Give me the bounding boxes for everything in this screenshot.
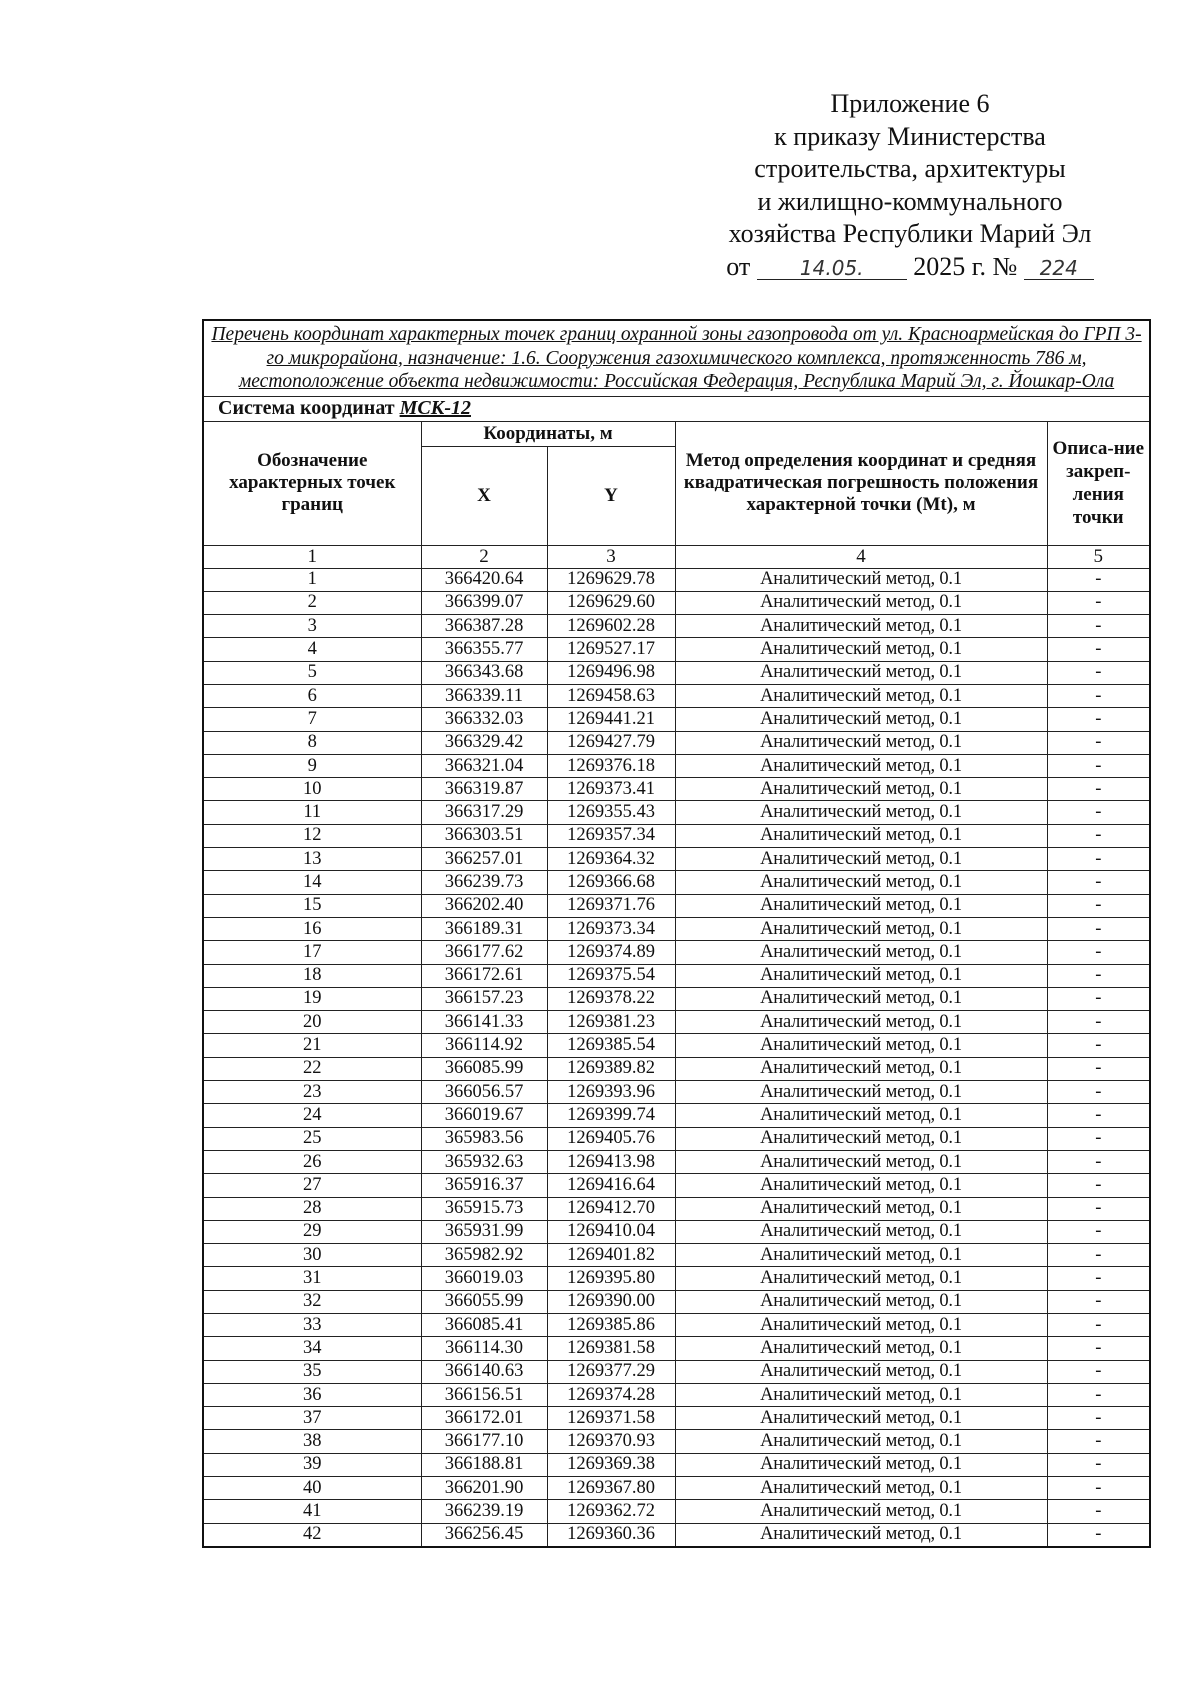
table-row <box>203 731 1150 754</box>
point-number-cell: 34 <box>203 1337 421 1360</box>
table-row <box>203 1407 1150 1430</box>
point-number-cell: 18 <box>203 964 421 987</box>
method-cell: Аналитический метод, 0.1 <box>675 1104 1047 1127</box>
x-coordinate-cell: 366256.45 <box>421 1523 547 1547</box>
method-cell: Аналитический метод, 0.1 <box>675 987 1047 1010</box>
header-line-5: хозяйства Республики Марий Эл <box>728 219 1092 248</box>
description-cell: - <box>1047 871 1150 894</box>
method-cell: Аналитический метод, 0.1 <box>675 1453 1047 1476</box>
date-prefix: от <box>726 251 751 281</box>
y-coordinate-cell: 1269374.28 <box>547 1383 675 1406</box>
x-coordinate-cell: 365983.56 <box>421 1127 547 1150</box>
method-cell: Аналитический метод, 0.1 <box>675 568 1047 591</box>
point-number-cell: 30 <box>203 1244 421 1267</box>
description-cell: - <box>1047 661 1150 684</box>
point-number-cell: 31 <box>203 1267 421 1290</box>
point-number-cell: 13 <box>203 848 421 871</box>
description-cell: - <box>1047 848 1150 871</box>
description-cell: - <box>1047 708 1150 731</box>
point-number-cell: 8 <box>203 731 421 754</box>
x-coordinate-cell: 366172.61 <box>421 964 547 987</box>
point-number-cell: 11 <box>203 801 421 824</box>
method-cell: Аналитический метод, 0.1 <box>675 684 1047 707</box>
method-cell: Аналитический метод, 0.1 <box>675 917 1047 940</box>
column-number: 3 <box>547 545 675 568</box>
x-coordinate-cell: 366140.63 <box>421 1360 547 1383</box>
point-number-cell: 9 <box>203 754 421 777</box>
header-description: Описа-ние закреп-ления точки <box>1047 421 1150 545</box>
x-coordinate-cell: 365931.99 <box>421 1220 547 1243</box>
table-row <box>203 1104 1150 1127</box>
x-coordinate-cell: 366257.01 <box>421 848 547 871</box>
description-cell: - <box>1047 1104 1150 1127</box>
y-coordinate-cell: 1269374.89 <box>547 941 675 964</box>
handwritten-date: 14.05. <box>757 257 907 280</box>
description-cell: - <box>1047 824 1150 847</box>
method-cell: Аналитический метод, 0.1 <box>675 1127 1047 1150</box>
y-coordinate-cell: 1269412.70 <box>547 1197 675 1220</box>
description-cell: - <box>1047 1523 1150 1547</box>
description-cell: - <box>1047 1220 1150 1243</box>
method-cell: Аналитический метод, 0.1 <box>675 1477 1047 1500</box>
method-cell: Аналитический метод, 0.1 <box>675 731 1047 754</box>
point-number-cell: 41 <box>203 1500 421 1523</box>
x-coordinate-cell: 366055.99 <box>421 1290 547 1313</box>
x-coordinate-cell: 366321.04 <box>421 754 547 777</box>
y-coordinate-cell: 1269357.34 <box>547 824 675 847</box>
description-cell: - <box>1047 964 1150 987</box>
table-row <box>203 708 1150 731</box>
method-cell: Аналитический метод, 0.1 <box>675 824 1047 847</box>
point-number-cell: 33 <box>203 1314 421 1337</box>
table-row <box>203 591 1150 614</box>
table-row <box>203 1477 1150 1500</box>
x-coordinate-cell: 366019.67 <box>421 1104 547 1127</box>
x-coordinate-cell: 366202.40 <box>421 894 547 917</box>
point-number-cell: 2 <box>203 591 421 614</box>
x-coordinate-cell: 366387.28 <box>421 615 547 638</box>
x-coordinate-cell: 366201.90 <box>421 1477 547 1500</box>
x-coordinate-cell: 366177.10 <box>421 1430 547 1453</box>
y-coordinate-cell: 1269360.36 <box>547 1523 675 1547</box>
description-cell: - <box>1047 1337 1150 1360</box>
header-coordinates: Координаты, м <box>421 421 675 446</box>
table-row <box>203 1244 1150 1267</box>
method-cell: Аналитический метод, 0.1 <box>675 1500 1047 1523</box>
column-number: 2 <box>421 545 547 568</box>
point-number-cell: 19 <box>203 987 421 1010</box>
y-coordinate-cell: 1269399.74 <box>547 1104 675 1127</box>
y-coordinate-cell: 1269602.28 <box>547 615 675 638</box>
table-row <box>203 1011 1150 1034</box>
y-coordinate-cell: 1269376.18 <box>547 754 675 777</box>
table-row <box>203 615 1150 638</box>
table-title: Перечень координат характерных точек границ охранной зоны газопровода от ул. Красноармейская до ГРП 3-го микрорайона, назначение: 1.6. Сооружения газохимического комплекса, протяженность 786 м, местоположение объекта недвижимости: Российская Федерация, Республика Марий Эл, г. Йошкар-Ола <box>203 320 1150 396</box>
x-coordinate-cell: 366332.03 <box>421 708 547 731</box>
description-cell: - <box>1047 1383 1150 1406</box>
method-cell: Аналитический метод, 0.1 <box>675 1407 1047 1430</box>
method-cell: Аналитический метод, 0.1 <box>675 1360 1047 1383</box>
method-cell: Аналитический метод, 0.1 <box>675 1314 1047 1337</box>
method-cell: Аналитический метод, 0.1 <box>675 1220 1047 1243</box>
description-cell: - <box>1047 1453 1150 1476</box>
point-number-cell: 7 <box>203 708 421 731</box>
point-number-cell: 16 <box>203 917 421 940</box>
table-row <box>203 1174 1150 1197</box>
handwritten-order-number: 224 <box>1024 257 1094 280</box>
table-row <box>203 754 1150 777</box>
method-cell: Аналитический метод, 0.1 <box>675 638 1047 661</box>
column-number: 5 <box>1047 545 1150 568</box>
x-coordinate-cell: 366141.33 <box>421 1011 547 1034</box>
table-row <box>203 778 1150 801</box>
point-number-cell: 26 <box>203 1150 421 1173</box>
point-number-cell: 22 <box>203 1057 421 1080</box>
description-cell: - <box>1047 1430 1150 1453</box>
y-coordinate-cell: 1269367.80 <box>547 1477 675 1500</box>
method-cell: Аналитический метод, 0.1 <box>675 1011 1047 1034</box>
method-cell: Аналитический метод, 0.1 <box>675 1174 1047 1197</box>
x-coordinate-cell: 366156.51 <box>421 1383 547 1406</box>
point-number-cell: 37 <box>203 1407 421 1430</box>
description-cell: - <box>1047 778 1150 801</box>
header-x: X <box>421 446 547 545</box>
y-coordinate-cell: 1269395.80 <box>547 1267 675 1290</box>
method-cell: Аналитический метод, 0.1 <box>675 1523 1047 1547</box>
method-cell: Аналитический метод, 0.1 <box>675 778 1047 801</box>
point-number-cell: 20 <box>203 1011 421 1034</box>
table-row <box>203 1337 1150 1360</box>
column-number-row <box>203 545 1150 568</box>
x-coordinate-cell: 365915.73 <box>421 1197 547 1220</box>
description-cell: - <box>1047 1057 1150 1080</box>
point-number-cell: 10 <box>203 778 421 801</box>
point-number-cell: 36 <box>203 1383 421 1406</box>
x-coordinate-cell: 366114.92 <box>421 1034 547 1057</box>
y-coordinate-cell: 1269416.64 <box>547 1174 675 1197</box>
description-cell: - <box>1047 1244 1150 1267</box>
description-cell: - <box>1047 917 1150 940</box>
method-cell: Аналитический метод, 0.1 <box>675 848 1047 871</box>
column-number: 1 <box>203 545 421 568</box>
description-cell: - <box>1047 894 1150 917</box>
table-row <box>203 684 1150 707</box>
y-coordinate-cell: 1269377.29 <box>547 1360 675 1383</box>
header-line-4: и жилищно-коммунального <box>757 186 1063 216</box>
point-number-cell: 12 <box>203 824 421 847</box>
y-coordinate-cell: 1269405.76 <box>547 1127 675 1150</box>
description-cell: - <box>1047 987 1150 1010</box>
y-coordinate-cell: 1269458.63 <box>547 684 675 707</box>
description-cell: - <box>1047 941 1150 964</box>
point-number-cell: 4 <box>203 638 421 661</box>
point-number-cell: 25 <box>203 1127 421 1150</box>
y-coordinate-cell: 1269371.58 <box>547 1407 675 1430</box>
point-number-cell: 40 <box>203 1477 421 1500</box>
method-cell: Аналитический метод, 0.1 <box>675 708 1047 731</box>
x-coordinate-cell: 365916.37 <box>421 1174 547 1197</box>
y-coordinate-cell: 1269496.98 <box>547 661 675 684</box>
header-y: Y <box>547 446 675 545</box>
x-coordinate-cell: 366343.68 <box>421 661 547 684</box>
table-row <box>203 1290 1150 1313</box>
x-coordinate-cell: 366355.77 <box>421 638 547 661</box>
method-cell: Аналитический метод, 0.1 <box>675 754 1047 777</box>
method-cell: Аналитический метод, 0.1 <box>675 801 1047 824</box>
table-row <box>203 1453 1150 1476</box>
x-coordinate-cell: 366420.64 <box>421 568 547 591</box>
x-coordinate-cell: 366319.87 <box>421 778 547 801</box>
table-row <box>203 1220 1150 1243</box>
x-coordinate-cell: 366399.07 <box>421 591 547 614</box>
table-row <box>203 941 1150 964</box>
y-coordinate-cell: 1269378.22 <box>547 987 675 1010</box>
x-coordinate-cell: 366188.81 <box>421 1453 547 1476</box>
point-number-cell: 39 <box>203 1453 421 1476</box>
description-cell: - <box>1047 1011 1150 1034</box>
table-row <box>203 661 1150 684</box>
description-cell: - <box>1047 1477 1150 1500</box>
y-coordinate-cell: 1269401.82 <box>547 1244 675 1267</box>
point-number-cell: 15 <box>203 894 421 917</box>
table-row <box>203 1150 1150 1173</box>
method-cell: Аналитический метод, 0.1 <box>675 894 1047 917</box>
x-coordinate-cell: 366114.30 <box>421 1337 547 1360</box>
order-date-line <box>700 251 1120 284</box>
x-coordinate-cell: 366303.51 <box>421 824 547 847</box>
table-row <box>203 848 1150 871</box>
point-number-cell: 27 <box>203 1174 421 1197</box>
table-row <box>203 964 1150 987</box>
description-cell: - <box>1047 1034 1150 1057</box>
description-cell: - <box>1047 1081 1150 1104</box>
x-coordinate-cell: 366339.11 <box>421 684 547 707</box>
y-coordinate-cell: 1269371.76 <box>547 894 675 917</box>
description-cell: - <box>1047 801 1150 824</box>
method-cell: Аналитический метод, 0.1 <box>675 1244 1047 1267</box>
point-number-cell: 35 <box>203 1360 421 1383</box>
table-row <box>203 1500 1150 1523</box>
header-designation: Обозначение характерных точек границ <box>203 421 421 545</box>
method-cell: Аналитический метод, 0.1 <box>675 1290 1047 1313</box>
description-cell: - <box>1047 754 1150 777</box>
method-cell: Аналитический метод, 0.1 <box>675 941 1047 964</box>
y-coordinate-cell: 1269441.21 <box>547 708 675 731</box>
point-number-cell: 29 <box>203 1220 421 1243</box>
x-coordinate-cell: 366157.23 <box>421 987 547 1010</box>
description-cell: - <box>1047 1290 1150 1313</box>
x-coordinate-cell: 366019.03 <box>421 1267 547 1290</box>
point-number-cell: 24 <box>203 1104 421 1127</box>
table-row <box>203 871 1150 894</box>
x-coordinate-cell: 366085.41 <box>421 1314 547 1337</box>
method-cell: Аналитический метод, 0.1 <box>675 871 1047 894</box>
description-cell: - <box>1047 731 1150 754</box>
y-coordinate-cell: 1269362.72 <box>547 1500 675 1523</box>
coordinate-system-value: МСК-12 <box>399 397 471 419</box>
y-coordinate-cell: 1269355.43 <box>547 801 675 824</box>
y-coordinate-cell: 1269390.00 <box>547 1290 675 1313</box>
y-coordinate-cell: 1269364.32 <box>547 848 675 871</box>
method-cell: Аналитический метод, 0.1 <box>675 1267 1047 1290</box>
method-cell: Аналитический метод, 0.1 <box>675 1150 1047 1173</box>
table-row <box>203 1383 1150 1406</box>
y-coordinate-cell: 1269373.41 <box>547 778 675 801</box>
table-row <box>203 824 1150 847</box>
y-coordinate-cell: 1269527.17 <box>547 638 675 661</box>
table-row <box>203 1197 1150 1220</box>
y-coordinate-cell: 1269381.23 <box>547 1011 675 1034</box>
table-row <box>203 987 1150 1010</box>
method-cell: Аналитический метод, 0.1 <box>675 1197 1047 1220</box>
coordinate-system-row <box>203 396 1150 421</box>
method-cell: Аналитический метод, 0.1 <box>675 615 1047 638</box>
method-cell: Аналитический метод, 0.1 <box>675 1430 1047 1453</box>
description-cell: - <box>1047 1407 1150 1430</box>
y-coordinate-cell: 1269389.82 <box>547 1057 675 1080</box>
table-row <box>203 894 1150 917</box>
column-number: 4 <box>675 545 1047 568</box>
table-row <box>203 1360 1150 1383</box>
y-coordinate-cell: 1269410.04 <box>547 1220 675 1243</box>
description-cell: - <box>1047 1197 1150 1220</box>
x-coordinate-cell: 366317.29 <box>421 801 547 824</box>
y-coordinate-cell: 1269370.93 <box>547 1430 675 1453</box>
table-row <box>203 801 1150 824</box>
table-row <box>203 1127 1150 1150</box>
point-number-cell: 28 <box>203 1197 421 1220</box>
header-line-1: Приложение 6 <box>830 89 990 118</box>
x-coordinate-cell: 366239.73 <box>421 871 547 894</box>
coordinate-system-label: Система координат <box>218 397 395 419</box>
point-number-cell: 17 <box>203 941 421 964</box>
method-cell: Аналитический метод, 0.1 <box>675 964 1047 987</box>
table-row <box>203 1430 1150 1453</box>
method-cell: Аналитический метод, 0.1 <box>675 1383 1047 1406</box>
coordinates-table <box>202 319 1151 1548</box>
y-coordinate-cell: 1269375.54 <box>547 964 675 987</box>
table-row <box>203 1314 1150 1337</box>
point-number-cell: 14 <box>203 871 421 894</box>
description-cell: - <box>1047 1500 1150 1523</box>
point-number-cell: 6 <box>203 684 421 707</box>
x-coordinate-cell: 366189.31 <box>421 917 547 940</box>
appendix-header <box>700 88 1120 283</box>
y-coordinate-cell: 1269385.86 <box>547 1314 675 1337</box>
x-coordinate-cell: 365932.63 <box>421 1150 547 1173</box>
description-cell: - <box>1047 684 1150 707</box>
table-row <box>203 638 1150 661</box>
y-coordinate-cell: 1269369.38 <box>547 1453 675 1476</box>
method-cell: Аналитический метод, 0.1 <box>675 661 1047 684</box>
x-coordinate-cell: 366085.99 <box>421 1057 547 1080</box>
y-coordinate-cell: 1269413.98 <box>547 1150 675 1173</box>
description-cell: - <box>1047 1267 1150 1290</box>
y-coordinate-cell: 1269385.54 <box>547 1034 675 1057</box>
table-row <box>203 1081 1150 1104</box>
description-cell: - <box>1047 638 1150 661</box>
point-number-cell: 1 <box>203 568 421 591</box>
x-coordinate-cell: 366056.57 <box>421 1081 547 1104</box>
year-text: 2025 г. № <box>913 251 1018 281</box>
y-coordinate-cell: 1269427.79 <box>547 731 675 754</box>
method-cell: Аналитический метод, 0.1 <box>675 1057 1047 1080</box>
x-coordinate-cell: 366329.42 <box>421 731 547 754</box>
table-row <box>203 568 1150 591</box>
y-coordinate-cell: 1269381.58 <box>547 1337 675 1360</box>
description-cell: - <box>1047 591 1150 614</box>
header-line-2: к приказу Министерства <box>774 121 1046 151</box>
point-number-cell: 23 <box>203 1081 421 1104</box>
table-row <box>203 1034 1150 1057</box>
y-coordinate-cell: 1269373.34 <box>547 917 675 940</box>
description-cell: - <box>1047 615 1150 638</box>
x-coordinate-cell: 366172.01 <box>421 1407 547 1430</box>
description-cell: - <box>1047 1314 1150 1337</box>
table-row <box>203 1267 1150 1290</box>
method-cell: Аналитический метод, 0.1 <box>675 1081 1047 1104</box>
y-coordinate-cell: 1269629.78 <box>547 568 675 591</box>
y-coordinate-cell: 1269366.68 <box>547 871 675 894</box>
table-row <box>203 1057 1150 1080</box>
table-row <box>203 917 1150 940</box>
point-number-cell: 3 <box>203 615 421 638</box>
method-cell: Аналитический метод, 0.1 <box>675 1034 1047 1057</box>
table-row <box>203 1523 1150 1547</box>
x-coordinate-cell: 365982.92 <box>421 1244 547 1267</box>
point-number-cell: 42 <box>203 1523 421 1547</box>
x-coordinate-cell: 366177.62 <box>421 941 547 964</box>
description-cell: - <box>1047 1360 1150 1383</box>
description-cell: - <box>1047 1127 1150 1150</box>
header-method: Метод определения координат и средняя квадратическая погрешность положения характерной точки (Mt), м <box>675 421 1047 545</box>
description-cell: - <box>1047 1174 1150 1197</box>
x-coordinate-cell: 366239.19 <box>421 1500 547 1523</box>
point-number-cell: 32 <box>203 1290 421 1313</box>
method-cell: Аналитический метод, 0.1 <box>675 591 1047 614</box>
point-number-cell: 21 <box>203 1034 421 1057</box>
y-coordinate-cell: 1269629.60 <box>547 591 675 614</box>
description-cell: - <box>1047 1150 1150 1173</box>
description-cell: - <box>1047 568 1150 591</box>
point-number-cell: 38 <box>203 1430 421 1453</box>
y-coordinate-cell: 1269393.96 <box>547 1081 675 1104</box>
method-cell: Аналитический метод, 0.1 <box>675 1337 1047 1360</box>
point-number-cell: 5 <box>203 661 421 684</box>
header-line-3: строительства, архитектуры <box>754 154 1066 183</box>
